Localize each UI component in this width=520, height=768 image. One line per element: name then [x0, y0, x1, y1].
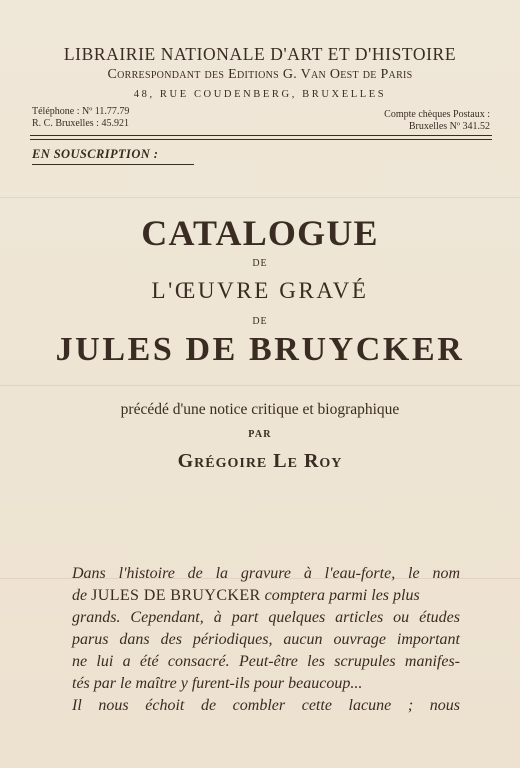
artist-name: JULES DE BRUYCKER: [55, 331, 465, 368]
letterhead-divider: [30, 139, 492, 140]
phone-number: Téléphone : Nº 11.77.79: [32, 106, 130, 117]
body-line: de JULES DE BRUYCKER comptera parmi les plus: [72, 587, 420, 604]
by-label: PAR: [248, 429, 272, 440]
body-line: tés par le maître y furent-ils pour beaucoup...: [72, 675, 363, 692]
body-line: ne lui a été consacré. Peut-être les scrupules manifes-: [72, 653, 460, 670]
body-line: Dans l'histoire de la gravure à l'eau-forte, le nom: [72, 565, 460, 582]
body-line: Il nous échoit de combler cette lacune ; nous: [72, 697, 460, 714]
subscription-notice: EN SOUSCRIPTION :: [32, 147, 159, 161]
letterhead-divider: [30, 135, 492, 136]
title-catalogue: CATALOGUE: [141, 213, 379, 253]
paper-fold-line: [0, 385, 520, 386]
title-de: DE: [252, 316, 268, 327]
artist-name-inline: JULES DE BRUYCKER: [91, 587, 261, 604]
paper-fold-line: [0, 197, 520, 198]
publisher-address: 48, RUE COUDENBERG, BRUXELLES: [133, 89, 387, 100]
postal-account-number: Bruxelles Nº 341.52: [408, 121, 490, 132]
publisher-name: LIBRAIRIE NATIONALE D'ART ET D'HISTOIRE: [63, 44, 457, 64]
body-line: parus dans des périodiques, aucun ouvrage important: [72, 631, 460, 648]
publisher-correspondent: Correspondant des Editions G. Van Oest de Paris: [107, 67, 413, 82]
author-name: Grégoire Le Roy: [177, 450, 343, 472]
title-oeuvre-grave: L'ŒUVRE GRAVÉ: [151, 278, 369, 303]
body-line: grands. Cependant, à part quelques articles ou études: [72, 609, 460, 626]
postal-account-label: Compte chèques Postaux :: [384, 109, 490, 120]
subtitle: précédé d'une notice critique et biographique: [120, 401, 400, 418]
trade-registry: R. C. Bruxelles : 45.921: [32, 118, 129, 129]
subscription-underline: [32, 164, 194, 165]
title-de: DE: [252, 258, 268, 269]
